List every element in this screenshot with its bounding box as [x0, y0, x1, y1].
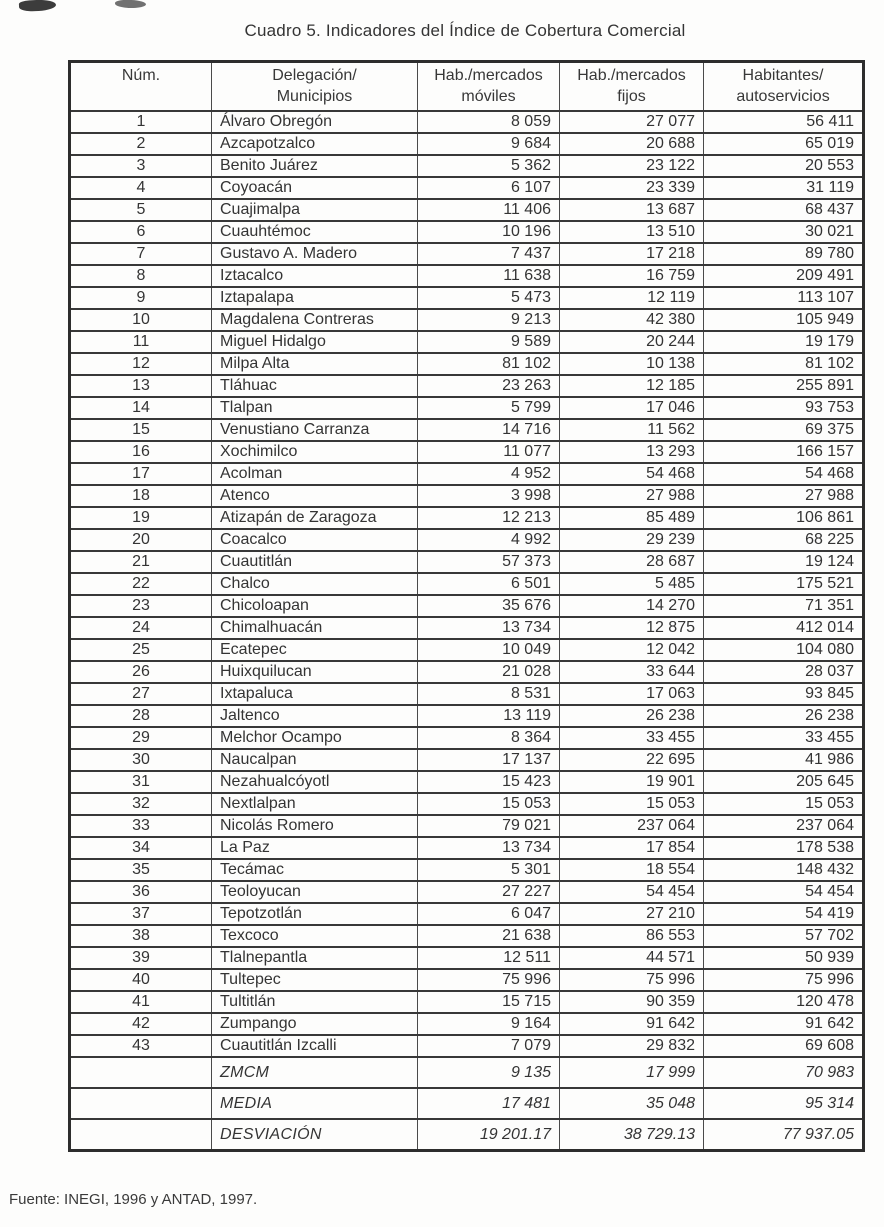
- table-row: [70, 727, 864, 749]
- table-row: [70, 881, 864, 903]
- cell-hab-mercados-moviles: 79 021: [418, 815, 560, 837]
- cell-municipio: Jaltenco: [212, 705, 418, 727]
- cell-hab-mercados-fijos: 29 239: [560, 529, 704, 551]
- cell-habitantes-autoservicios: 255 891: [704, 375, 864, 397]
- cell-num: [70, 1119, 212, 1151]
- cell-municipio: DESVIACIÓN: [212, 1119, 418, 1151]
- table-row: [70, 837, 864, 859]
- cell-hab-mercados-fijos: 54 468: [560, 463, 704, 485]
- cell-hab-mercados-fijos: 20 244: [560, 331, 704, 353]
- column-header: [212, 62, 418, 112]
- cell-num: 29: [70, 727, 212, 749]
- table-row: [70, 991, 864, 1013]
- cell-num: 33: [70, 815, 212, 837]
- table-row: [70, 529, 864, 551]
- cell-num: 18: [70, 485, 212, 507]
- cell-hab-mercados-fijos: 23 339: [560, 177, 704, 199]
- cell-hab-mercados-fijos: 28 687: [560, 551, 704, 573]
- cell-municipio: Huixquilucan: [212, 661, 418, 683]
- commercial-coverage-table: [68, 60, 865, 1152]
- page-title: Cuadro 5. Indicadores del Índice de Cobertura Comercial: [244, 21, 686, 40]
- cell-hab-mercados-moviles: 11 638: [418, 265, 560, 287]
- table-row: [70, 331, 864, 353]
- cell-municipio: Tultitlán: [212, 991, 418, 1013]
- cell-hab-mercados-moviles: 5 473: [418, 287, 560, 309]
- table-row: [70, 969, 864, 991]
- cell-hab-mercados-moviles: 8 364: [418, 727, 560, 749]
- scan-smudge-icon: [115, 0, 146, 9]
- cell-municipio: ZMCM: [212, 1057, 418, 1088]
- cell-habitantes-autoservicios: 31 119: [704, 177, 864, 199]
- cell-municipio: Álvaro Obregón: [212, 111, 418, 133]
- cell-hab-mercados-moviles: 13 734: [418, 617, 560, 639]
- cell-hab-mercados-fijos: 91 642: [560, 1013, 704, 1035]
- table-body: [70, 111, 864, 1151]
- table-row: [70, 133, 864, 155]
- cell-municipio: Nextlalpan: [212, 793, 418, 815]
- table-row: [70, 573, 864, 595]
- cell-municipio: Tepotzotlán: [212, 903, 418, 925]
- cell-hab-mercados-moviles: 9 589: [418, 331, 560, 353]
- cell-municipio: Nezahualcóyotl: [212, 771, 418, 793]
- cell-habitantes-autoservicios: 412 014: [704, 617, 864, 639]
- cell-habitantes-autoservicios: 104 080: [704, 639, 864, 661]
- cell-municipio: Milpa Alta: [212, 353, 418, 375]
- cell-hab-mercados-moviles: 21 028: [418, 661, 560, 683]
- table-row: [70, 485, 864, 507]
- cell-hab-mercados-fijos: 20 688: [560, 133, 704, 155]
- cell-municipio: Chimalhuacán: [212, 617, 418, 639]
- cell-habitantes-autoservicios: 54 419: [704, 903, 864, 925]
- cell-habitantes-autoservicios: 95 314: [704, 1088, 864, 1119]
- cell-habitantes-autoservicios: 93 845: [704, 683, 864, 705]
- cell-hab-mercados-fijos: 13 510: [560, 221, 704, 243]
- cell-habitantes-autoservicios: 26 238: [704, 705, 864, 727]
- cell-habitantes-autoservicios: 175 521: [704, 573, 864, 595]
- cell-hab-mercados-moviles: 13 119: [418, 705, 560, 727]
- cell-municipio: Coacalco: [212, 529, 418, 551]
- cell-municipio: Atenco: [212, 485, 418, 507]
- table-row: [70, 221, 864, 243]
- cell-municipio: Nicolás Romero: [212, 815, 418, 837]
- cell-hab-mercados-moviles: 8 531: [418, 683, 560, 705]
- cell-municipio: Acolman: [212, 463, 418, 485]
- cell-hab-mercados-moviles: 14 716: [418, 419, 560, 441]
- cell-municipio: Naucalpan: [212, 749, 418, 771]
- cell-hab-mercados-moviles: 6 107: [418, 177, 560, 199]
- cell-hab-mercados-moviles: 12 511: [418, 947, 560, 969]
- cell-habitantes-autoservicios: 166 157: [704, 441, 864, 463]
- table-row: [70, 507, 864, 529]
- cell-habitantes-autoservicios: 19 124: [704, 551, 864, 573]
- cell-habitantes-autoservicios: 69 608: [704, 1035, 864, 1057]
- cell-hab-mercados-fijos: 11 562: [560, 419, 704, 441]
- cell-habitantes-autoservicios: 15 053: [704, 793, 864, 815]
- cell-num: 13: [70, 375, 212, 397]
- cell-habitantes-autoservicios: 178 538: [704, 837, 864, 859]
- table-row: [70, 463, 864, 485]
- table-row: [70, 265, 864, 287]
- cell-num: 20: [70, 529, 212, 551]
- table-row: [70, 155, 864, 177]
- table-row: [70, 551, 864, 573]
- cell-hab-mercados-moviles: 10 049: [418, 639, 560, 661]
- cell-municipio: Tláhuac: [212, 375, 418, 397]
- cell-num: 3: [70, 155, 212, 177]
- cell-municipio: Iztacalco: [212, 265, 418, 287]
- table-row: [70, 595, 864, 617]
- table-row: [70, 397, 864, 419]
- cell-num: 31: [70, 771, 212, 793]
- cell-habitantes-autoservicios: 93 753: [704, 397, 864, 419]
- cell-hab-mercados-fijos: 13 293: [560, 441, 704, 463]
- table-row: [70, 287, 864, 309]
- cell-hab-mercados-moviles: 5 799: [418, 397, 560, 419]
- cell-hab-mercados-moviles: 9 684: [418, 133, 560, 155]
- cell-hab-mercados-moviles: 10 196: [418, 221, 560, 243]
- header-row: [70, 62, 864, 112]
- cell-hab-mercados-moviles: 17 137: [418, 749, 560, 771]
- cell-hab-mercados-fijos: 42 380: [560, 309, 704, 331]
- cell-num: 28: [70, 705, 212, 727]
- cell-num: 12: [70, 353, 212, 375]
- column-header-text: Delegación/: [272, 67, 357, 84]
- cell-municipio: Cuautitlán: [212, 551, 418, 573]
- cell-hab-mercados-fijos: 29 832: [560, 1035, 704, 1057]
- cell-habitantes-autoservicios: 50 939: [704, 947, 864, 969]
- cell-habitantes-autoservicios: 68 225: [704, 529, 864, 551]
- cell-num: 16: [70, 441, 212, 463]
- cell-num: 42: [70, 1013, 212, 1035]
- cell-municipio: La Paz: [212, 837, 418, 859]
- cell-municipio: Azcapotzalco: [212, 133, 418, 155]
- table-row: [70, 639, 864, 661]
- cell-habitantes-autoservicios: 75 996: [704, 969, 864, 991]
- cell-municipio: Cuajimalpa: [212, 199, 418, 221]
- cell-num: 39: [70, 947, 212, 969]
- cell-num: [70, 1057, 212, 1088]
- cell-num: 4: [70, 177, 212, 199]
- cell-hab-mercados-fijos: 17 854: [560, 837, 704, 859]
- cell-hab-mercados-moviles: 15 715: [418, 991, 560, 1013]
- cell-hab-mercados-moviles: 8 059: [418, 111, 560, 133]
- cell-hab-mercados-fijos: 23 122: [560, 155, 704, 177]
- cell-num: 35: [70, 859, 212, 881]
- cell-habitantes-autoservicios: 56 411: [704, 111, 864, 133]
- cell-num: 36: [70, 881, 212, 903]
- cell-habitantes-autoservicios: 54 468: [704, 463, 864, 485]
- cell-hab-mercados-fijos: 44 571: [560, 947, 704, 969]
- cell-habitantes-autoservicios: 89 780: [704, 243, 864, 265]
- source-note: Fuente: INEGI, 1996 y ANTAD, 1997.: [9, 1191, 258, 1208]
- column-header-text: Hab./mercados: [434, 67, 543, 84]
- cell-hab-mercados-moviles: 5 301: [418, 859, 560, 881]
- cell-municipio: Chicoloapan: [212, 595, 418, 617]
- cell-num: 15: [70, 419, 212, 441]
- cell-hab-mercados-moviles: 23 263: [418, 375, 560, 397]
- cell-habitantes-autoservicios: 69 375: [704, 419, 864, 441]
- cell-habitantes-autoservicios: 65 019: [704, 133, 864, 155]
- column-header-text: Núm.: [121, 67, 161, 84]
- cell-hab-mercados-moviles: 4 952: [418, 463, 560, 485]
- cell-municipio: Teoloyucan: [212, 881, 418, 903]
- cell-municipio: Venustiano Carranza: [212, 419, 418, 441]
- cell-habitantes-autoservicios: 27 988: [704, 485, 864, 507]
- cell-hab-mercados-moviles: 17 481: [418, 1088, 560, 1119]
- cell-habitantes-autoservicios: 113 107: [704, 287, 864, 309]
- cell-habitantes-autoservicios: 28 037: [704, 661, 864, 683]
- cell-municipio: Tecámac: [212, 859, 418, 881]
- cell-hab-mercados-fijos: 12 875: [560, 617, 704, 639]
- cell-hab-mercados-fijos: 35 048: [560, 1088, 704, 1119]
- table-row: [70, 309, 864, 331]
- column-header-text: móviles: [461, 88, 516, 105]
- cell-hab-mercados-fijos: 27 988: [560, 485, 704, 507]
- table-row: [70, 243, 864, 265]
- cell-hab-mercados-moviles: 9 164: [418, 1013, 560, 1035]
- table-row: [70, 1035, 864, 1057]
- cell-num: [70, 1088, 212, 1119]
- cell-num: 23: [70, 595, 212, 617]
- cell-habitantes-autoservicios: 106 861: [704, 507, 864, 529]
- cell-num: 34: [70, 837, 212, 859]
- cell-hab-mercados-fijos: 75 996: [560, 969, 704, 991]
- cell-hab-mercados-moviles: 7 437: [418, 243, 560, 265]
- cell-habitantes-autoservicios: 148 432: [704, 859, 864, 881]
- table-row: [70, 793, 864, 815]
- column-header-text: fijos: [617, 88, 646, 105]
- cell-hab-mercados-moviles: 6 047: [418, 903, 560, 925]
- cell-hab-mercados-fijos: 90 359: [560, 991, 704, 1013]
- cell-num: 38: [70, 925, 212, 947]
- summary-row: [70, 1119, 864, 1151]
- cell-hab-mercados-fijos: 13 687: [560, 199, 704, 221]
- cell-num: 7: [70, 243, 212, 265]
- cell-hab-mercados-fijos: 38 729.13: [560, 1119, 704, 1151]
- cell-hab-mercados-fijos: 17 063: [560, 683, 704, 705]
- column-header: [70, 62, 212, 112]
- table-row: [70, 859, 864, 881]
- cell-hab-mercados-moviles: 11 406: [418, 199, 560, 221]
- cell-habitantes-autoservicios: 70 983: [704, 1057, 864, 1088]
- cell-num: 17: [70, 463, 212, 485]
- cell-num: 8: [70, 265, 212, 287]
- cell-municipio: Ixtapaluca: [212, 683, 418, 705]
- column-header-text: autoservicios: [736, 88, 830, 105]
- cell-municipio: Zumpango: [212, 1013, 418, 1035]
- cell-habitantes-autoservicios: 81 102: [704, 353, 864, 375]
- cell-municipio: Chalco: [212, 573, 418, 595]
- cell-hab-mercados-moviles: 5 362: [418, 155, 560, 177]
- cell-hab-mercados-moviles: 57 373: [418, 551, 560, 573]
- cell-hab-mercados-moviles: 13 734: [418, 837, 560, 859]
- cell-habitantes-autoservicios: 205 645: [704, 771, 864, 793]
- cell-municipio: Texcoco: [212, 925, 418, 947]
- cell-hab-mercados-moviles: 15 053: [418, 793, 560, 815]
- table-row: [70, 771, 864, 793]
- table-row: [70, 815, 864, 837]
- cell-hab-mercados-fijos: 22 695: [560, 749, 704, 771]
- cell-hab-mercados-fijos: 54 454: [560, 881, 704, 903]
- cell-habitantes-autoservicios: 105 949: [704, 309, 864, 331]
- cell-habitantes-autoservicios: 68 437: [704, 199, 864, 221]
- column-header: [704, 62, 864, 112]
- cell-num: 14: [70, 397, 212, 419]
- cell-hab-mercados-fijos: 33 644: [560, 661, 704, 683]
- cell-municipio: Coyoacán: [212, 177, 418, 199]
- column-header-text: Municipios: [276, 88, 353, 105]
- table-row: [70, 661, 864, 683]
- cell-num: 19: [70, 507, 212, 529]
- cell-num: 21: [70, 551, 212, 573]
- cell-municipio: Benito Juárez: [212, 155, 418, 177]
- cell-num: 26: [70, 661, 212, 683]
- cell-num: 5: [70, 199, 212, 221]
- table-row: [70, 903, 864, 925]
- cell-num: 27: [70, 683, 212, 705]
- table-row: [70, 199, 864, 221]
- cell-municipio: Ecatepec: [212, 639, 418, 661]
- cell-habitantes-autoservicios: 54 454: [704, 881, 864, 903]
- cell-hab-mercados-moviles: 3 998: [418, 485, 560, 507]
- table-row: [70, 419, 864, 441]
- cell-hab-mercados-fijos: 17 046: [560, 397, 704, 419]
- table-row: [70, 749, 864, 771]
- cell-municipio: Cuautitlán Izcalli: [212, 1035, 418, 1057]
- summary-row: [70, 1057, 864, 1088]
- cell-habitantes-autoservicios: 30 021: [704, 221, 864, 243]
- cell-hab-mercados-fijos: 27 210: [560, 903, 704, 925]
- cell-habitantes-autoservicios: 77 937.05: [704, 1119, 864, 1151]
- cell-num: 24: [70, 617, 212, 639]
- cell-hab-mercados-moviles: 15 423: [418, 771, 560, 793]
- table-row: [70, 925, 864, 947]
- column-header-text: Hab./mercados: [577, 67, 686, 84]
- cell-hab-mercados-fijos: 12 119: [560, 287, 704, 309]
- cell-hab-mercados-fijos: 15 053: [560, 793, 704, 815]
- cell-hab-mercados-fijos: 17 218: [560, 243, 704, 265]
- table-row: [70, 705, 864, 727]
- cell-habitantes-autoservicios: 57 702: [704, 925, 864, 947]
- table-row: [70, 947, 864, 969]
- cell-hab-mercados-moviles: 9 213: [418, 309, 560, 331]
- cell-municipio: Gustavo A. Madero: [212, 243, 418, 265]
- cell-hab-mercados-fijos: 85 489: [560, 507, 704, 529]
- cell-hab-mercados-fijos: 12 042: [560, 639, 704, 661]
- cell-hab-mercados-fijos: 18 554: [560, 859, 704, 881]
- cell-hab-mercados-fijos: 12 185: [560, 375, 704, 397]
- cell-num: 25: [70, 639, 212, 661]
- cell-num: 41: [70, 991, 212, 1013]
- cell-hab-mercados-moviles: 7 079: [418, 1035, 560, 1057]
- table-row: [70, 111, 864, 133]
- cell-hab-mercados-fijos: 26 238: [560, 705, 704, 727]
- cell-hab-mercados-moviles: 4 992: [418, 529, 560, 551]
- cell-municipio: MEDIA: [212, 1088, 418, 1119]
- cell-num: 1: [70, 111, 212, 133]
- cell-num: 43: [70, 1035, 212, 1057]
- cell-hab-mercados-fijos: 27 077: [560, 111, 704, 133]
- cell-hab-mercados-fijos: 86 553: [560, 925, 704, 947]
- cell-habitantes-autoservicios: 237 064: [704, 815, 864, 837]
- cell-habitantes-autoservicios: 209 491: [704, 265, 864, 287]
- cell-municipio: Cuauhtémoc: [212, 221, 418, 243]
- table-row: [70, 353, 864, 375]
- cell-habitantes-autoservicios: 20 553: [704, 155, 864, 177]
- cell-hab-mercados-moviles: 27 227: [418, 881, 560, 903]
- cell-municipio: Tlalnepantla: [212, 947, 418, 969]
- cell-hab-mercados-fijos: 17 999: [560, 1057, 704, 1088]
- cell-num: 37: [70, 903, 212, 925]
- cell-habitantes-autoservicios: 120 478: [704, 991, 864, 1013]
- table-row: [70, 683, 864, 705]
- cell-hab-mercados-fijos: 16 759: [560, 265, 704, 287]
- cell-hab-mercados-moviles: 35 676: [418, 595, 560, 617]
- cell-num: 6: [70, 221, 212, 243]
- cell-habitantes-autoservicios: 41 986: [704, 749, 864, 771]
- cell-habitantes-autoservicios: 19 179: [704, 331, 864, 353]
- summary-row: [70, 1088, 864, 1119]
- cell-num: 10: [70, 309, 212, 331]
- cell-municipio: Magdalena Contreras: [212, 309, 418, 331]
- scan-smudge-icon: [19, 0, 57, 12]
- cell-num: 11: [70, 331, 212, 353]
- cell-num: 40: [70, 969, 212, 991]
- table-row: [70, 1013, 864, 1035]
- column-header-text: Habitantes/: [742, 67, 824, 84]
- column-header: [418, 62, 560, 112]
- cell-hab-mercados-moviles: 6 501: [418, 573, 560, 595]
- cell-habitantes-autoservicios: 33 455: [704, 727, 864, 749]
- cell-hab-mercados-moviles: 9 135: [418, 1057, 560, 1088]
- table-row: [70, 441, 864, 463]
- cell-habitantes-autoservicios: 91 642: [704, 1013, 864, 1035]
- cell-hab-mercados-moviles: 11 077: [418, 441, 560, 463]
- cell-hab-mercados-moviles: 81 102: [418, 353, 560, 375]
- cell-num: 32: [70, 793, 212, 815]
- cell-hab-mercados-fijos: 237 064: [560, 815, 704, 837]
- table-row: [70, 617, 864, 639]
- table-row: [70, 375, 864, 397]
- cell-hab-mercados-fijos: 14 270: [560, 595, 704, 617]
- cell-hab-mercados-moviles: 12 213: [418, 507, 560, 529]
- cell-hab-mercados-moviles: 75 996: [418, 969, 560, 991]
- table-row: [70, 177, 864, 199]
- cell-municipio: Xochimilco: [212, 441, 418, 463]
- cell-municipio: Tlalpan: [212, 397, 418, 419]
- cell-hab-mercados-fijos: 33 455: [560, 727, 704, 749]
- cell-num: 9: [70, 287, 212, 309]
- cell-habitantes-autoservicios: 71 351: [704, 595, 864, 617]
- cell-hab-mercados-moviles: 19 201.17: [418, 1119, 560, 1151]
- cell-municipio: Miguel Hidalgo: [212, 331, 418, 353]
- cell-num: 22: [70, 573, 212, 595]
- cell-hab-mercados-moviles: 21 638: [418, 925, 560, 947]
- column-header: [560, 62, 704, 112]
- cell-municipio: Melchor Ocampo: [212, 727, 418, 749]
- cell-municipio: Tultepec: [212, 969, 418, 991]
- cell-hab-mercados-fijos: 19 901: [560, 771, 704, 793]
- cell-municipio: Iztapalapa: [212, 287, 418, 309]
- cell-hab-mercados-fijos: 10 138: [560, 353, 704, 375]
- cell-hab-mercados-fijos: 5 485: [560, 573, 704, 595]
- table-header: [70, 62, 864, 112]
- cell-municipio: Atizapán de Zaragoza: [212, 507, 418, 529]
- cell-num: 2: [70, 133, 212, 155]
- cell-num: 30: [70, 749, 212, 771]
